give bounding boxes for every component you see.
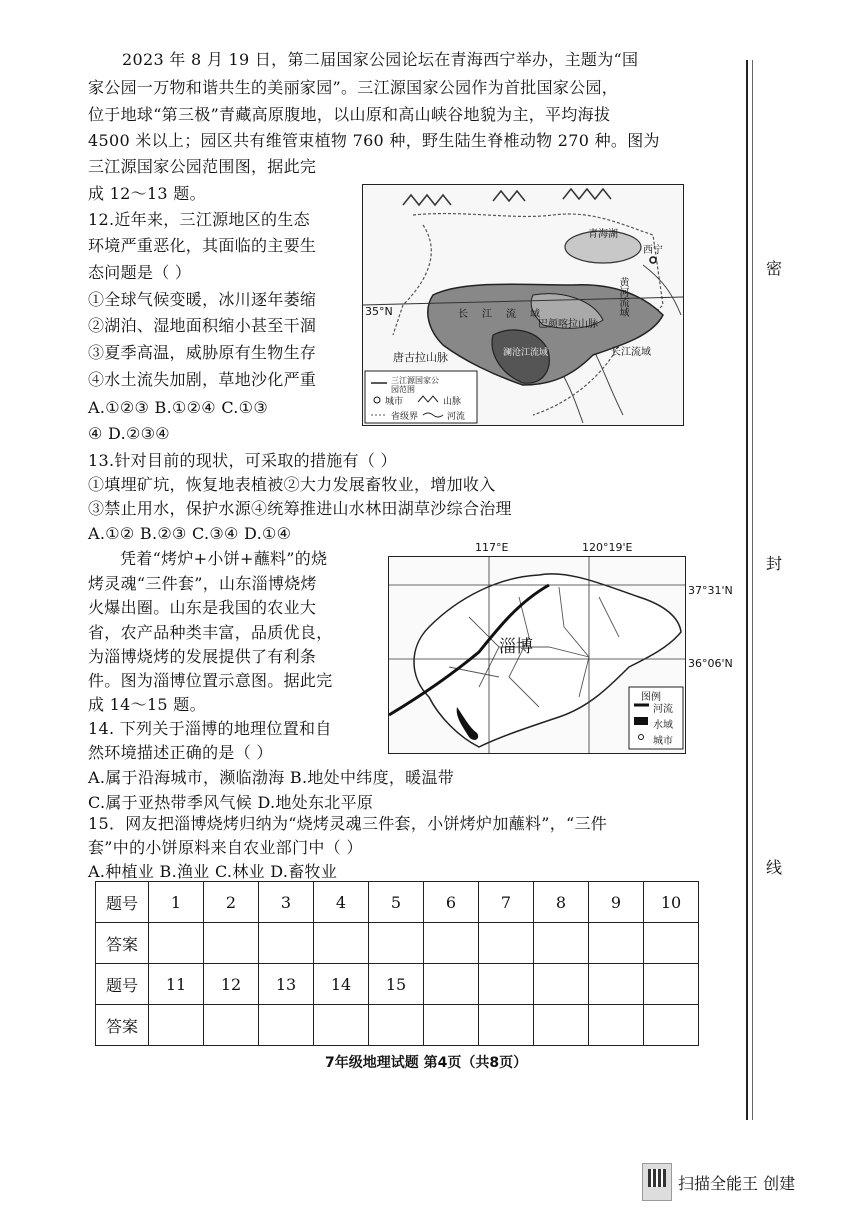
answer-cell[interactable] xyxy=(369,923,424,964)
answer-cell[interactable] xyxy=(259,923,314,964)
number-cell: 14 xyxy=(314,964,369,1005)
map2-lat2-label: 36°06'N xyxy=(688,657,733,670)
zibo-line-4: 省，农产品种类丰富，品质优良， xyxy=(88,623,333,642)
map1-yellow-river-label: 黄河流域 xyxy=(617,277,628,317)
q14-choices-1: A.属于沿海城市，濒临渤海 B.地处中纬度，暖温带 xyxy=(88,768,455,787)
scanner-logo-icon xyxy=(642,1163,672,1201)
number-cell: 1 xyxy=(149,882,204,923)
map1-yangtze-basin-label: 长江流域 xyxy=(611,347,651,358)
number-cell: 7 xyxy=(479,882,534,923)
answer-cell[interactable] xyxy=(479,1005,534,1046)
map2-city-label: 淄博 xyxy=(499,637,533,657)
map1-lake-label: 青海湖 xyxy=(588,229,618,240)
answer-cell[interactable] xyxy=(424,1005,479,1046)
map1-tanggula-label: 唐古拉山脉 xyxy=(393,351,448,364)
q15-line-2: 套”中的小饼原料来自农业部门中（ ） xyxy=(88,838,363,857)
zibo-line-6: 件。图为淄博位置示意图。据此完 xyxy=(88,671,333,690)
map2-legend-city: 城市 xyxy=(653,736,673,747)
intro-line-2: 家公园一万物和谐共生的美丽家园”。三江源国家公园作为首批国家公园， xyxy=(88,78,619,97)
table-row xyxy=(96,1005,699,1046)
answer-cell[interactable] xyxy=(424,923,479,964)
legend-border-label: 省级界 xyxy=(391,412,419,422)
q12-choices-1: A.①②③ B.①②④ C.①③ xyxy=(88,398,268,417)
q12-choices-2: ④ D.②③④ xyxy=(88,424,170,443)
q15-choices: A.种植业 B.渔业 C.林业 D.畜牧业 xyxy=(88,862,338,881)
number-cell: 6 xyxy=(424,882,479,923)
map1-city-label: 西宁 xyxy=(643,245,663,256)
row-label: 答案 xyxy=(96,923,149,964)
q13-stem: 13.针对目前的现状，可采取的措施有（ ） xyxy=(88,451,397,470)
table-row xyxy=(96,882,699,923)
map2-legend-water: 水域 xyxy=(653,720,673,731)
zibo-line-3: 火爆出圈。山东是我国的农业大 xyxy=(88,598,317,617)
intro-line-6: 成 12～13 题。 xyxy=(88,184,206,203)
answer-cell[interactable] xyxy=(644,1005,699,1046)
answer-cell[interactable] xyxy=(204,1005,259,1046)
number-cell: 9 xyxy=(589,882,644,923)
answer-cell[interactable] xyxy=(644,923,699,964)
answer-cell[interactable] xyxy=(204,923,259,964)
number-cell xyxy=(424,964,479,1005)
zibo-line-7: 成 14～15 题。 xyxy=(88,695,206,714)
map1-lancang-label: 澜沧江流域 xyxy=(503,348,549,358)
map1-bayan-label: 巴颜喀拉山脉 xyxy=(538,319,598,330)
number-cell xyxy=(479,964,534,1005)
answer-cell[interactable] xyxy=(314,923,369,964)
number-cell: 2 xyxy=(204,882,259,923)
legend-river-label: 河流 xyxy=(447,412,466,422)
map2-legend-title: 图例 xyxy=(641,692,661,703)
answer-cell[interactable] xyxy=(149,1005,204,1046)
seal-mark-mi: 密 xyxy=(766,259,783,278)
map1-yangtze-label: 长江流域 xyxy=(458,309,554,320)
q12-line-3: 态问题是（ ） xyxy=(88,263,192,282)
intro-line-1: 2023 年 8 月 19 日，第二届国家公园论坛在青海西宁举办，主题为“国 xyxy=(122,50,639,69)
scanner-watermark xyxy=(642,1163,795,1201)
answer-cell[interactable] xyxy=(534,923,589,964)
answer-cell[interactable] xyxy=(149,923,204,964)
map2-lon2-label: 120°19'E xyxy=(582,541,633,554)
intro-line-3: 位于地球“第三极”青藏高原腹地，以山原和高山峡谷地貌为主，平均海拔 xyxy=(88,105,611,124)
answer-cell[interactable] xyxy=(589,1005,644,1046)
map2-legend-river: 河流 xyxy=(653,704,673,715)
answer-cell[interactable] xyxy=(259,1005,314,1046)
legend-park-label: 三江源国家公园范围 xyxy=(391,376,439,394)
number-cell: 15 xyxy=(369,964,424,1005)
answer-table xyxy=(95,881,699,1046)
answer-cell[interactable] xyxy=(314,1005,369,1046)
map2-lon1-label: 117°E xyxy=(475,541,509,554)
answer-cell[interactable] xyxy=(589,923,644,964)
q14-choices-2: C.属于亚热带季风气候 D.地处东北平原 xyxy=(88,793,374,812)
answer-cell[interactable] xyxy=(534,1005,589,1046)
seal-mark-xian: 线 xyxy=(766,858,783,877)
intro-line-5: 三江源国家公园范围图，据此完 xyxy=(88,157,317,176)
q12-option-3: ③夏季高温，威胁原有生物生存 xyxy=(88,343,317,362)
table-row xyxy=(96,964,699,1005)
xining-marker xyxy=(650,257,656,263)
map1-lat-label: 35°N xyxy=(365,305,393,318)
number-cell xyxy=(589,964,644,1005)
q12-option-4: ④水土流失加剧，草地沙化严重 xyxy=(88,370,317,389)
scanner-text: 扫描全能王 创建 xyxy=(678,1173,796,1193)
q12-option-2: ②湖泊、湿地面积缩小甚至干涸 xyxy=(88,316,317,335)
number-cell xyxy=(534,964,589,1005)
number-cell: 10 xyxy=(644,882,699,923)
page-footer: 7年级地理试题 第4页（共8页） xyxy=(325,1055,528,1071)
q13-options-2: ③禁止用水，保护水源④统筹推进山水林田湖草沙综合治理 xyxy=(88,499,512,518)
number-cell: 3 xyxy=(259,882,314,923)
seal-mark-feng: 封 xyxy=(766,554,783,573)
answer-cell[interactable] xyxy=(369,1005,424,1046)
number-cell: 5 xyxy=(369,882,424,923)
number-cell: 13 xyxy=(259,964,314,1005)
number-cell xyxy=(644,964,699,1005)
q13-choices: A.①② B.②③ C.③④ D.①④ xyxy=(88,524,292,543)
legend-city-label: 城市 xyxy=(385,397,404,407)
zibo-line-1: 凭着“烤炉+小饼+蘸料”的烧 xyxy=(120,549,328,568)
row-label: 题号 xyxy=(96,882,149,923)
intro-line-4: 4500 米以上；园区共有维管束植物 760 种，野生陆生脊椎动物 270 种。图为 xyxy=(88,131,660,150)
number-cell: 11 xyxy=(149,964,204,1005)
sanjiangyuan-map xyxy=(362,184,684,426)
q15-line-1: 15．网友把淄博烧烤归纳为“烧烤灵魂三件套，小饼烤炉加蘸料”，“三件 xyxy=(88,814,608,833)
map2-lat1-label: 37°31'N xyxy=(688,584,733,597)
q12-line-2: 环境严重恶化，其面临的主要生 xyxy=(88,236,317,255)
number-cell: 12 xyxy=(204,964,259,1005)
row-label: 题号 xyxy=(96,964,149,1005)
q13-options-1: ①填埋矿坑，恢复地表植被②大力发展畜牧业，增加收入 xyxy=(88,475,496,494)
q12-line-1: 12.近年来，三江源地区的生态 xyxy=(88,210,310,229)
q14-line-2: 然环境描述正确的是（ ） xyxy=(88,743,273,762)
zibo-line-5: 为淄博烧烤的发展提供了有利条 xyxy=(88,647,317,666)
answer-cell[interactable] xyxy=(479,923,534,964)
mountains-top xyxy=(403,189,611,205)
zibo-map xyxy=(388,556,686,754)
legend-mountain-label: 山脉 xyxy=(443,397,462,407)
row-label: 答案 xyxy=(96,1005,149,1046)
seal-line-thin xyxy=(752,60,753,1120)
number-cell: 8 xyxy=(534,882,589,923)
q12-option-1: ①全球气候变暖，冰川逐年萎缩 xyxy=(88,290,317,309)
number-cell: 4 xyxy=(314,882,369,923)
seal-line xyxy=(746,60,748,1120)
table-row xyxy=(96,923,699,964)
q14-line-1: 14. 下列关于淄博的地理位置和自 xyxy=(88,719,332,738)
zibo-line-2: 烤灵魂“三件套”，山东淄博烧烤 xyxy=(88,574,317,593)
